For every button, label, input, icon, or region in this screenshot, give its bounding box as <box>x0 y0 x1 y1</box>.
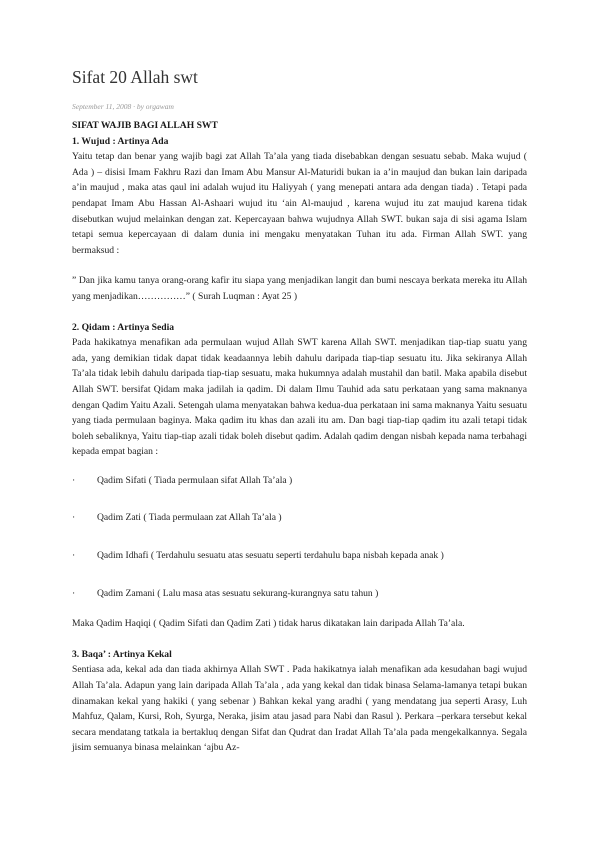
section-heading-baqa: 3. Baqa’ : Artinya Kekal <box>72 648 172 660</box>
list-item-text: Qadim Idhafi ( Terdahulu sesuatu atas sesuatu seperti terdahulu bapa nisbah kepada anak ) <box>97 550 444 562</box>
list-item <box>72 510 527 526</box>
list-item <box>72 586 527 602</box>
article <box>72 66 527 756</box>
wujud-paragraph: Yaitu tetap dan benar yang wajib bagi zat Allah Ta’ala yang tiada disebabkan dengan sesuatu sebab. Maka wujud ( Ada ) – disisi Imam Fakhru Razi dan Imam Abu Mansur Al-Maturidi bukan ia a’in maujud dan bukan lain daripada a’in maujud , maka atas qaul ini adalah wujud itu Haliyyah ( yang menepati antara ada dengan tiada) . Tetapi pada pendapat Imam Abu Hassan Al-Ashaari wujud itu ‘ain Al-maujud , karena wujud itu zat maujud karena tidak disebutkan wujud melainkan dengan zat. Kepercayaan bahwa wujudnya Allah SWT. bukan saja di sisi agama Islam tetapi semua kepercayaan di dalam dunia ini mengaku menyatakan Tuhan itu ada. Firman Allah SWT. yang bermaksud : <box>72 151 527 256</box>
bullet-icon: · <box>72 587 76 599</box>
list-item-text: Qadim Zati ( Tiada permulaan zat Allah Ta’ala ) <box>97 512 282 524</box>
bullet-icon: · <box>72 512 76 524</box>
post-meta: September 11, 2008 · by orgawam <box>72 102 174 111</box>
section-heading-wujud: 1. Wujud : Artinya Ada <box>72 135 169 147</box>
main-heading: SIFAT WAJIB BAGI ALLAH SWT <box>72 120 218 131</box>
page-title: Sifat 20 Allah swt <box>72 67 198 87</box>
list-item-text: Qadim Zamani ( Lalu masa atas sesuatu sekurang-kurangnya satu tahun ) <box>97 587 379 599</box>
baqa-paragraph: Sentiasa ada, kekal ada dan tiada akhirnya Allah SWT . Pada hakikatnya ialah menafikan ada kesudahan bagi wujud Allah Ta’ala. Adapun yang lain daripada Allah Ta’ala , ada yang kekal dan tidak binasa Selama-lamanya tetapi bukan dinamakan kekal yang hakiki ( yang sebenar ) Bahkan kekal yang aradhi ( yang mendatang jua seperti Arasy, Luh Mahfuz, Qalam, Kursi, Roh, Syurga, Neraka, jisim atau jasad para Nabi dan Rasul ). Perkara –perkara tersebut kekal secara mendatang tatkala ia bertakluq dengan Sifat dan Qudrat dan Iradat Allah Ta’ala pada mengekalkannya. Segala jisim semuanya binasa melainkan ‘ajbu Az- <box>72 664 527 754</box>
bullet-icon: · <box>72 550 76 562</box>
wujud-quote: ” Dan jika kamu tanya orang-orang kafir itu siapa yang menjadikan langit dan bumi nescaya berkata mereka itu Allah yang menjadikan……………” ( Surah Luqman : Ayat 25 ) <box>72 275 527 302</box>
qidam-conclusion: Maka Qadim Haqiqi ( Qadim Sifati dan Qadim Zati ) tidak harus dikatakan lain daripada Allah Ta’ala. <box>72 618 465 630</box>
qidam-paragraph: Pada hakikatnya menafikan ada permulaan wujud Allah SWT karena Allah SWT. menjadikan tiap-tiap suatu yang ada, yang demikian tidak dapat tidak keadaannya lebih dahulu daripada tiap-tiap sesuatu itu. Jika sekiranya Allah Ta’ala tidak lebih dahulu daripada tiap-tiap sesuatu, maka hukumnya adalah mustahil dan batil. Maka apabila disebut Allah SWT. bersifat Qidam maka jadilah ia qadim. Di dalam Ilmu Tauhid ada satu perkataan yang sama maknanya dengan Qadim Yaitu Azali. Setengah ulama menyatakan bahwa kedua-dua perkataan ini sama maknanya Yaitu sesuatu yang tiada permulaan baginya. Maka qadim itu khas dan azali itu am. Dan bagi tiap-tiap qadim itu azali tetapi tidak boleh sebaliknya, Yaitu tiap-tiap azali tidak boleh disebut qadim. Adalah qadim dengan nisbah kepada nama terbahagi kepada empat bagian : <box>72 337 527 458</box>
section-heading-qidam: 2. Qidam : Artinya Sedia <box>72 321 175 333</box>
qidam-list <box>72 473 527 601</box>
bullet-icon: · <box>72 474 76 486</box>
list-item <box>72 473 527 489</box>
list-item <box>72 548 527 564</box>
list-item-text: Qadim Sifati ( Tiada permulaan sifat Allah Ta’ala ) <box>97 474 293 486</box>
